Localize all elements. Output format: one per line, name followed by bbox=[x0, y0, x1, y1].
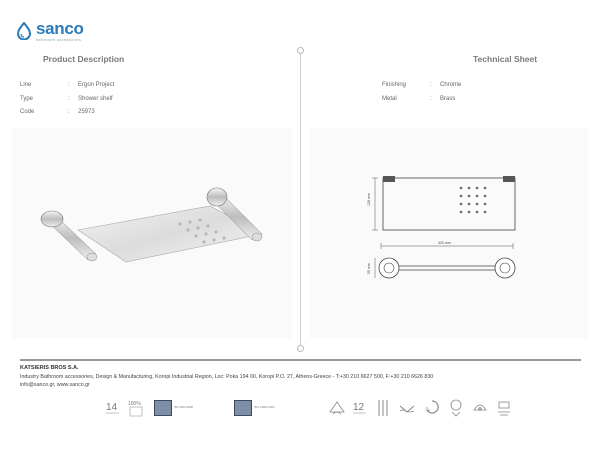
spec-colon: : bbox=[68, 96, 70, 102]
brand-tagline: bathroom accessories bbox=[36, 37, 82, 42]
12-years-icon bbox=[352, 398, 368, 418]
quality-100-icon bbox=[128, 398, 146, 418]
stainless-icon bbox=[496, 398, 512, 418]
company-contact: info@sanco.gr, www.sanco.gr bbox=[20, 382, 90, 388]
water-wave-icon bbox=[398, 398, 416, 418]
spec-value: 25973 bbox=[78, 109, 95, 115]
chrome-finish-icon bbox=[376, 398, 390, 418]
divider-top-dot bbox=[297, 47, 304, 54]
svg-text:14: 14 bbox=[106, 402, 118, 413]
eco-friendly-icon bbox=[328, 398, 346, 418]
company-address: Industry Bathroom accessories, Design & Manufacturing, Koropi Industrial Region, Loc: Poka 194 00, Koropi P.O. 27, Athens-Greece - T:+30 210 6627 500, F:+30 210 6626 830 bbox=[20, 374, 434, 380]
iso-14001-cert-icon bbox=[234, 398, 274, 418]
spec-row-finishing bbox=[382, 82, 461, 88]
shower-shelf-photo bbox=[30, 178, 270, 288]
svg-text:100%: 100% bbox=[128, 401, 141, 407]
shower-icon bbox=[448, 398, 464, 418]
iso-9001-label: ISO 9001:2008 bbox=[174, 405, 193, 410]
eu-flag-icon bbox=[154, 400, 172, 416]
spec-key: Finishing bbox=[382, 82, 407, 88]
eu-flag-icon bbox=[234, 400, 252, 416]
product-description-heading: Product Description bbox=[43, 54, 125, 64]
divider-bottom-dot bbox=[297, 345, 304, 352]
technical-drawing bbox=[355, 170, 530, 290]
spec-key: Code bbox=[20, 109, 35, 115]
width-dimension-label: 320 mm bbox=[438, 241, 451, 245]
footer-divider bbox=[20, 359, 581, 361]
antibacterial-icon bbox=[472, 398, 488, 418]
technical-sheet-heading: Technical Sheet bbox=[473, 54, 538, 64]
company-name: KATSIERIS BROS S.A. bbox=[20, 365, 79, 371]
depth-dimension-label: 55 mm bbox=[367, 263, 371, 274]
svg-text:12: 12 bbox=[353, 402, 365, 413]
iso-14001-label: ISO 14001:2004 bbox=[254, 405, 275, 410]
spec-colon: : bbox=[68, 109, 70, 115]
spec-row-metal bbox=[382, 96, 455, 102]
spec-row-code bbox=[20, 109, 95, 115]
certification-badges bbox=[100, 398, 520, 420]
brand-logo bbox=[16, 20, 84, 42]
spec-key: Type bbox=[20, 96, 34, 102]
height-dimension-label: 128 mm bbox=[367, 193, 371, 206]
14-years-warranty-icon bbox=[105, 398, 121, 418]
brand-name: sanco bbox=[36, 19, 84, 38]
spec-colon: : bbox=[430, 82, 432, 88]
spec-value: Ergon Project bbox=[78, 82, 115, 88]
center-divider bbox=[300, 50, 301, 348]
spec-row-line bbox=[20, 82, 114, 88]
spec-row-type bbox=[20, 96, 113, 102]
water-drop-icon bbox=[16, 22, 32, 40]
spec-value: Shower shelf bbox=[78, 96, 113, 102]
spec-key: Metal bbox=[382, 96, 397, 102]
recycle-icon bbox=[424, 398, 440, 418]
spec-colon: : bbox=[430, 96, 432, 102]
spec-colon: : bbox=[68, 82, 70, 88]
spec-value: Chrome bbox=[440, 82, 462, 88]
spec-value: Brass bbox=[440, 96, 456, 102]
spec-key: Line bbox=[20, 82, 32, 88]
iso-9001-cert-icon bbox=[154, 398, 193, 418]
